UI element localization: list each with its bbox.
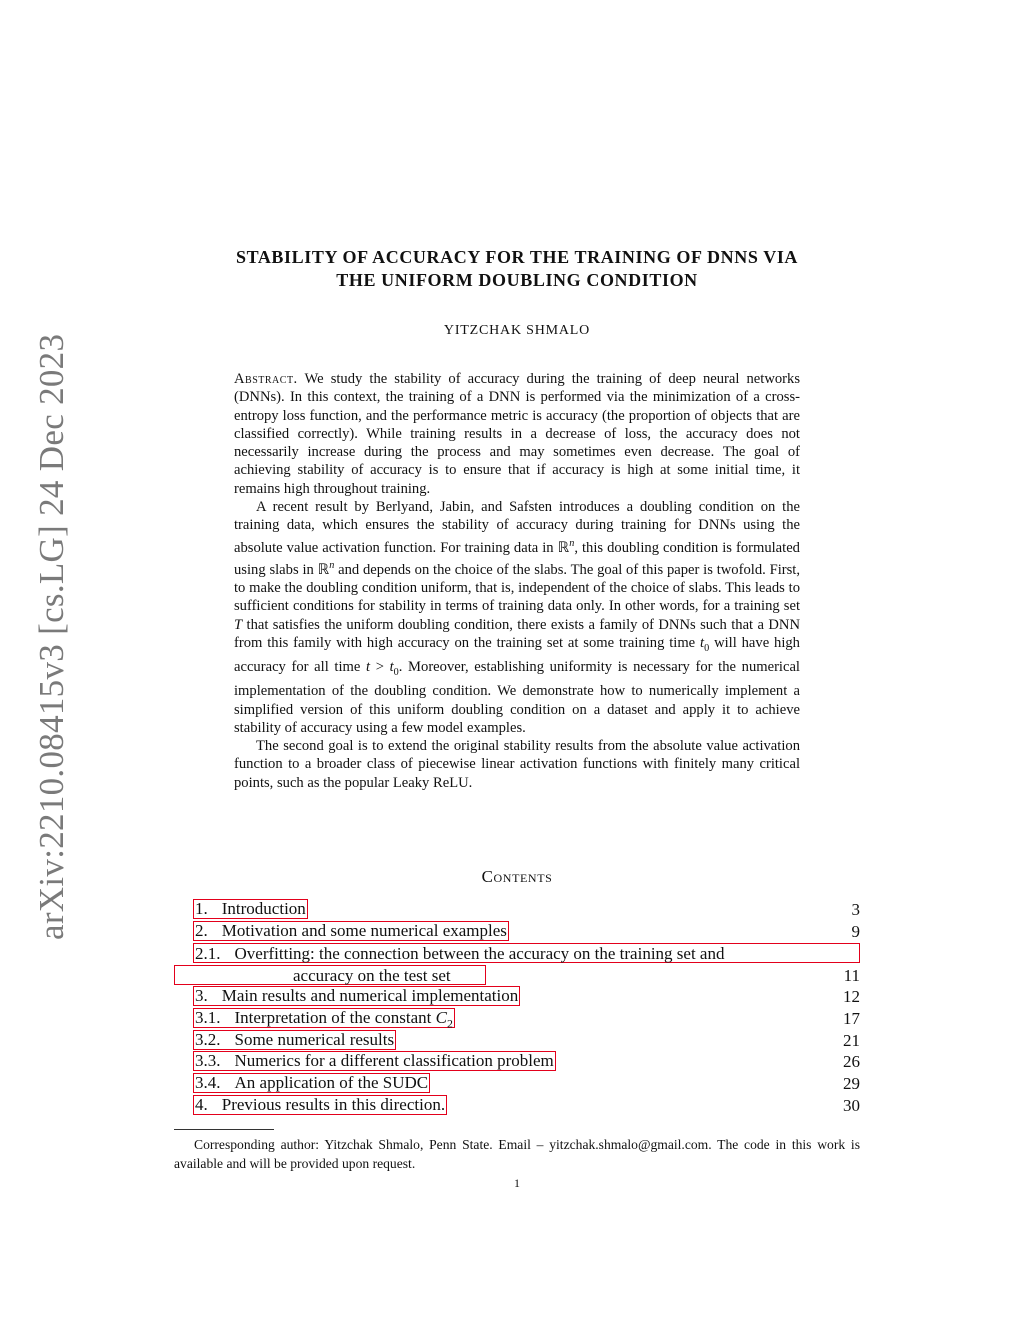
toc-page-number: 21 <box>843 1031 860 1050</box>
toc-entry-introduction <box>193 899 860 920</box>
toc-entry-previous-results <box>193 1095 860 1116</box>
footnote: Corresponding author: Yitzchak Shmalo, Penn State. Email – yitzchak.shmalo@gmail.com. The code in this work is available and will be provided upon request. <box>174 1137 860 1171</box>
toc-entry-numerics-classification <box>193 1051 860 1072</box>
toc-entry-overfitting-cont: accuracy on the test set 11 <box>293 966 860 985</box>
abstract-paragraph-3: The second goal is to extend the original stability results from the absolute value activation function to a broader class of piecewise linear activation functions with finitely many critical points, such as the popular Leaky ReLU. <box>234 738 800 791</box>
toc-link-numerics-classification[interactable]: 3.3. Numerics for a different classification problem <box>195 1051 554 1070</box>
toc-entry-interpretation <box>193 1008 860 1029</box>
abstract-label: Abstract. <box>234 371 298 387</box>
toc-link-introduction[interactable]: 1. Introduction <box>195 899 306 918</box>
page-number: 1 <box>514 1176 520 1190</box>
toc-page-number: 17 <box>843 1009 860 1028</box>
toc-entry-motivation <box>193 921 860 942</box>
abstract-paragraph-1: Abstract. We study the stability of accuracy during the training of deep neural networks (DNNs). In this context, the training of a DNN is performed via the minimization of a cross-entropy loss function, and the performance metric is accuracy (the proportion of objects that are classified correctly). While training results in a decrease of loss, the accuracy does not necessarily increase during the process and may sometimes even decrease. The goal of achieving stability of accuracy is to ensure that if accuracy is high at some initial time, it remains high throughout training. <box>234 371 800 497</box>
toc-entry-numerical-results <box>193 1030 860 1051</box>
paper-title <box>150 246 884 292</box>
toc-page-number: 3 <box>851 900 860 919</box>
abstract <box>234 370 800 792</box>
toc-link-interpretation[interactable]: 3.1. Interpretation of the constant $C_2$ <box>195 1008 453 1031</box>
author-name: YITZCHAK SHMALO <box>443 323 591 338</box>
toc-entry-sudc <box>193 1073 860 1094</box>
toc-entry-main-results <box>193 986 860 1007</box>
toc-page-number: 9 <box>851 922 860 941</box>
toc-link-numerical-results[interactable]: 3.2. Some numerical results <box>195 1030 395 1049</box>
toc-page-number: 11 <box>843 966 860 985</box>
title-line-2: THE UNIFORM DOUBLING CONDITION <box>336 270 698 290</box>
toc-page-number: 26 <box>843 1052 860 1071</box>
arxiv-identifier: arXiv:2210.08415v3 [cs.LG] 24 Dec 2023 <box>32 333 71 940</box>
toc-link-main-results[interactable]: 3. Main results and numerical implementation <box>195 986 519 1005</box>
toc-entry-overfitting: 2.1. Overfitting: the connection between the accuracy on the training set and <box>195 944 725 963</box>
footnote-divider <box>174 1129 274 1130</box>
contents-heading: Contents <box>481 867 553 886</box>
toc-link-sudc[interactable]: 3.4. An application of the SUDC <box>195 1073 429 1092</box>
toc-link-motivation[interactable]: 2. Motivation and some numerical examples <box>195 921 507 940</box>
abstract-paragraph-2: A recent result by Berlyand, Jabin, and Safsten introduces a doubling condition on the training data, which ensures the stability of accuracy during training for DNNs using the absolute value activation function. For training data in ℝ$^n$, this doubling condition is formulated using slabs in ℝ$^n$ and depends on the choice of the slabs. The goal of this paper is twofold. First, to make the doubling condition uniform, that is, independent of the choice of slabs. This leads to sufficient conditions for stability in terms of training data only. In other words, for a training set T that satisfies the uniform doubling condition, there exists a family of DNNs such that a DNN from this family with high accuracy on the training set at some training time $t_0$ will have high accuracy for all time $t > t_0$. Moreover, establishing uniformity is necessary for the numerical implementation of the doubling condition. We demonstrate how to numerically implement a simplified version of this uniform doubling condition on a dataset and apply it to achieve stability of accuracy using a few model examples. <box>234 499 800 736</box>
title-line-1: STABILITY OF ACCURACY FOR THE TRAINING OF DNNS VIA <box>235 247 799 267</box>
toc-page-number: 30 <box>843 1096 860 1115</box>
toc-link-previous-results[interactable]: 4. Previous results in this direction. <box>195 1095 446 1114</box>
toc-page-number: 12 <box>843 987 860 1006</box>
toc-page-number: 29 <box>843 1074 860 1093</box>
